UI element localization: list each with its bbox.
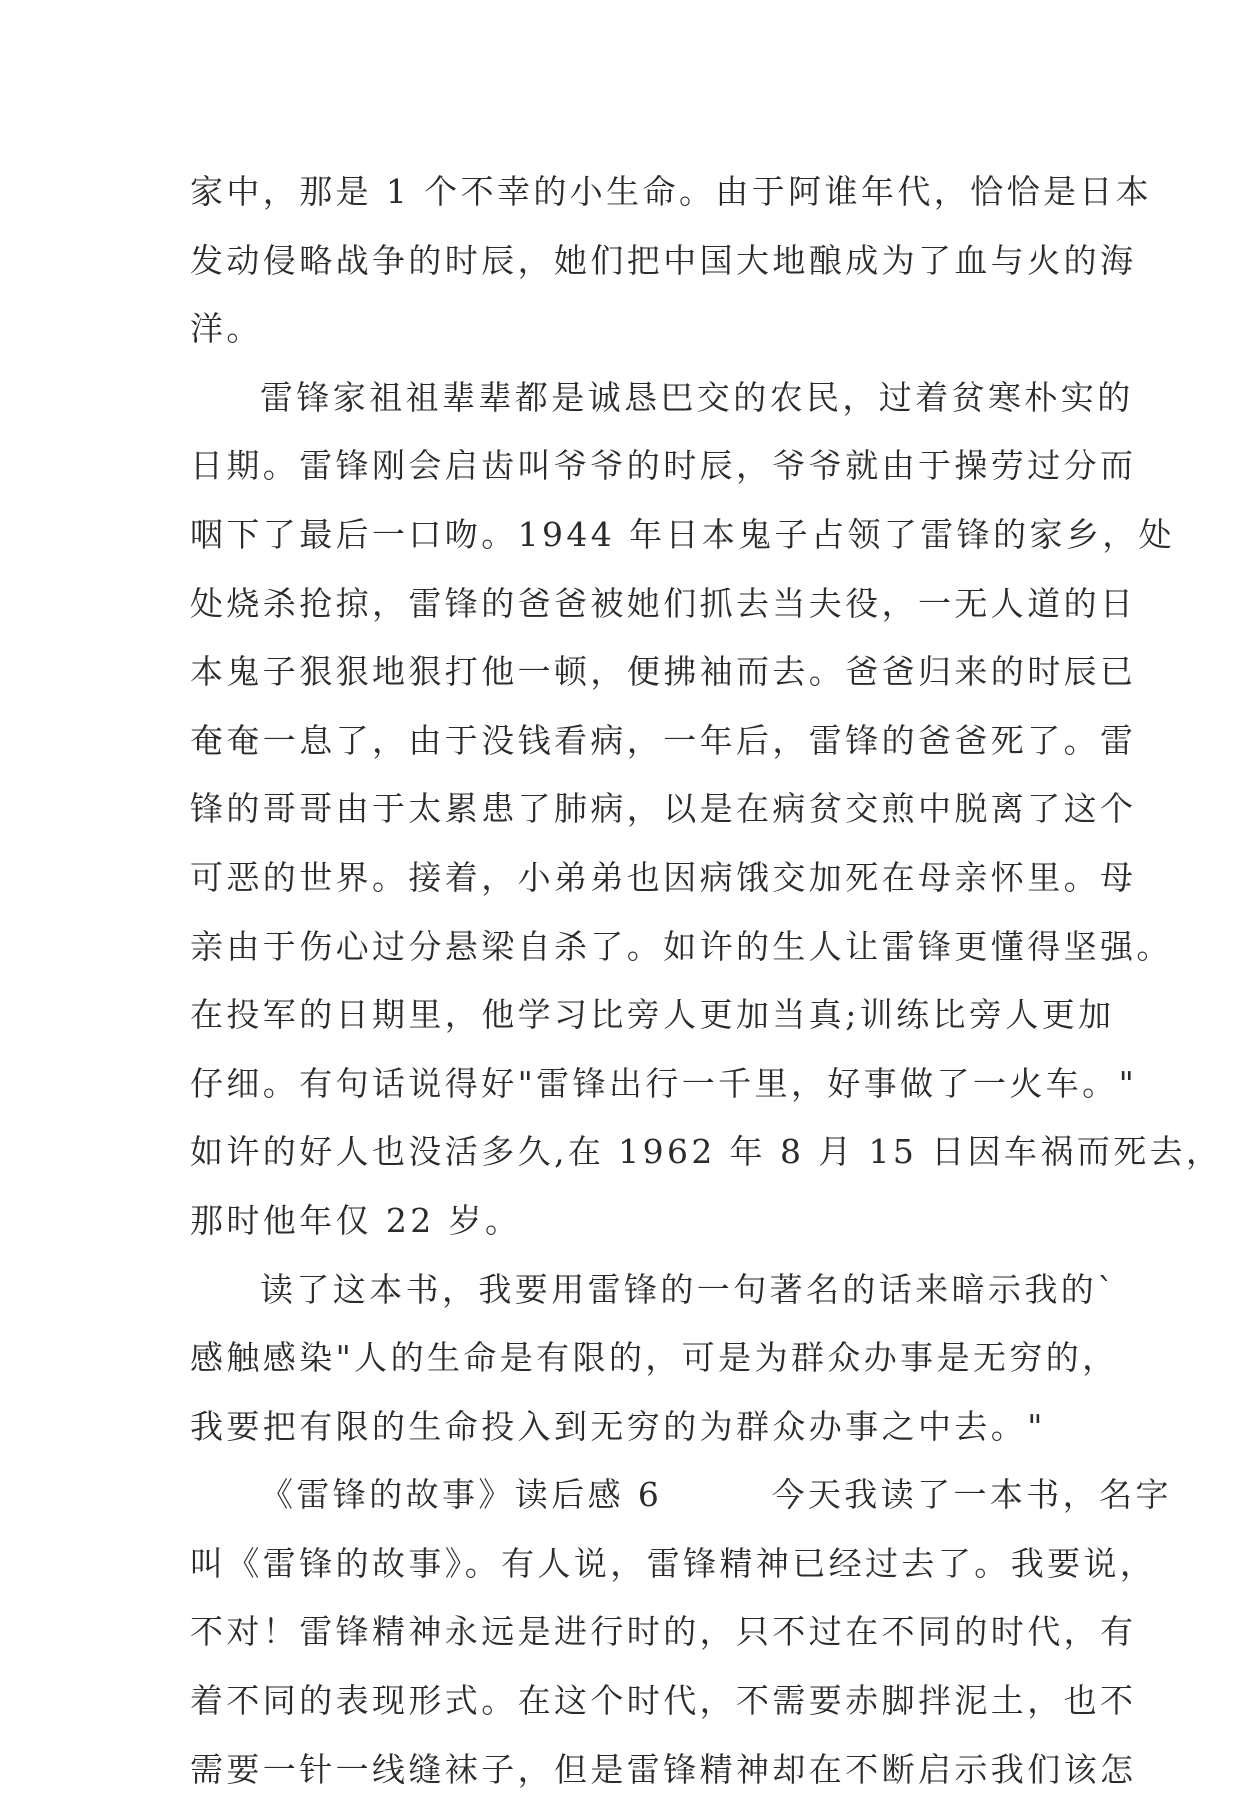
text-line: 读了这本书，我要用雷锋的一句著名的话来暗示我的` [260, 1269, 1118, 1309]
text-line: 咽下了最后一口吻。1944 年日本鬼子占领了雷锋的家乡，处 [190, 514, 1176, 554]
text-line: 奄奄一息了，由于没钱看病，一年后，雷锋的爸爸死了。雷 [190, 720, 1137, 760]
document-body [190, 158, 1223, 1804]
text-line: 家中，那是 1 个不幸的小生命。由于阿谁年代，恰恰是日本 [190, 172, 1153, 211]
text-line: 需要一针一线缝袜子，但是雷锋精神却在不断启示我们该怎 [190, 1749, 1137, 1789]
text-line: 如许的好人也没活多久,在 1962 年 8 月 15 日因车祸而死去， [190, 1132, 1223, 1172]
text-line: 不对！雷锋精神永远是进行时的，只不过在不同的时代，有 [190, 1612, 1137, 1652]
text-line: 着不同的表现形式。在这个时代，不需要赤脚拌泥土，也不 [190, 1681, 1137, 1721]
text-line: 发动侵略战争的时辰，她们把中国大地酿成为了血与火的海 [190, 240, 1137, 280]
text-line: 本鬼子狠狠地狠打他一顿，便拂袖而去。爸爸归来的时辰已 [190, 652, 1137, 692]
text-line: 洋。 [190, 309, 263, 349]
text-line: 可恶的世界。接着，小弟弟也因病饿交加死在母亲怀里。母 [190, 857, 1137, 897]
text-line: 日期。雷锋刚会启齿叫爷爷的时辰，爷爷就由于操劳过分而 [190, 446, 1137, 486]
text-line: 感触感染"人的生命是有限的，可是为群众办事是无穷的， [190, 1338, 1119, 1378]
text-line: 我要把有限的生命投入到无穷的为群众办事之中去。" [190, 1406, 1046, 1446]
text-line: 那时他年仅 22 岁。 [190, 1200, 522, 1240]
text-line: 在投军的日期里，他学习比旁人更加当真;训练比旁人更加 [190, 995, 1115, 1035]
text-line: 处烧杀抢掠，雷锋的爸爸被她们抓去当夫役，一无人道的日 [190, 583, 1137, 623]
text-line: 亲由于伤心过分悬梁自杀了。如许的生人让雷锋更懂得坚强。 [190, 926, 1173, 966]
text-line: 《雷锋的故事》读后感 6 今天我读了一本书，名字 [260, 1475, 1172, 1515]
text-line: 锋的哥哥由于太累患了肺病，以是在病贫交煎中脱离了这个 [190, 789, 1137, 829]
text-line: 仔细。有句话说得好"雷锋出行一千里，好事做了一火车。" [190, 1063, 1138, 1103]
text-line: 雷锋家祖祖辈辈都是诚恳巴交的农民，过着贫寒朴实的 [260, 377, 1134, 417]
text-line: 叫《雷锋的故事》。有人说，雷锋精神已经过去了。我要说， [190, 1543, 1157, 1583]
